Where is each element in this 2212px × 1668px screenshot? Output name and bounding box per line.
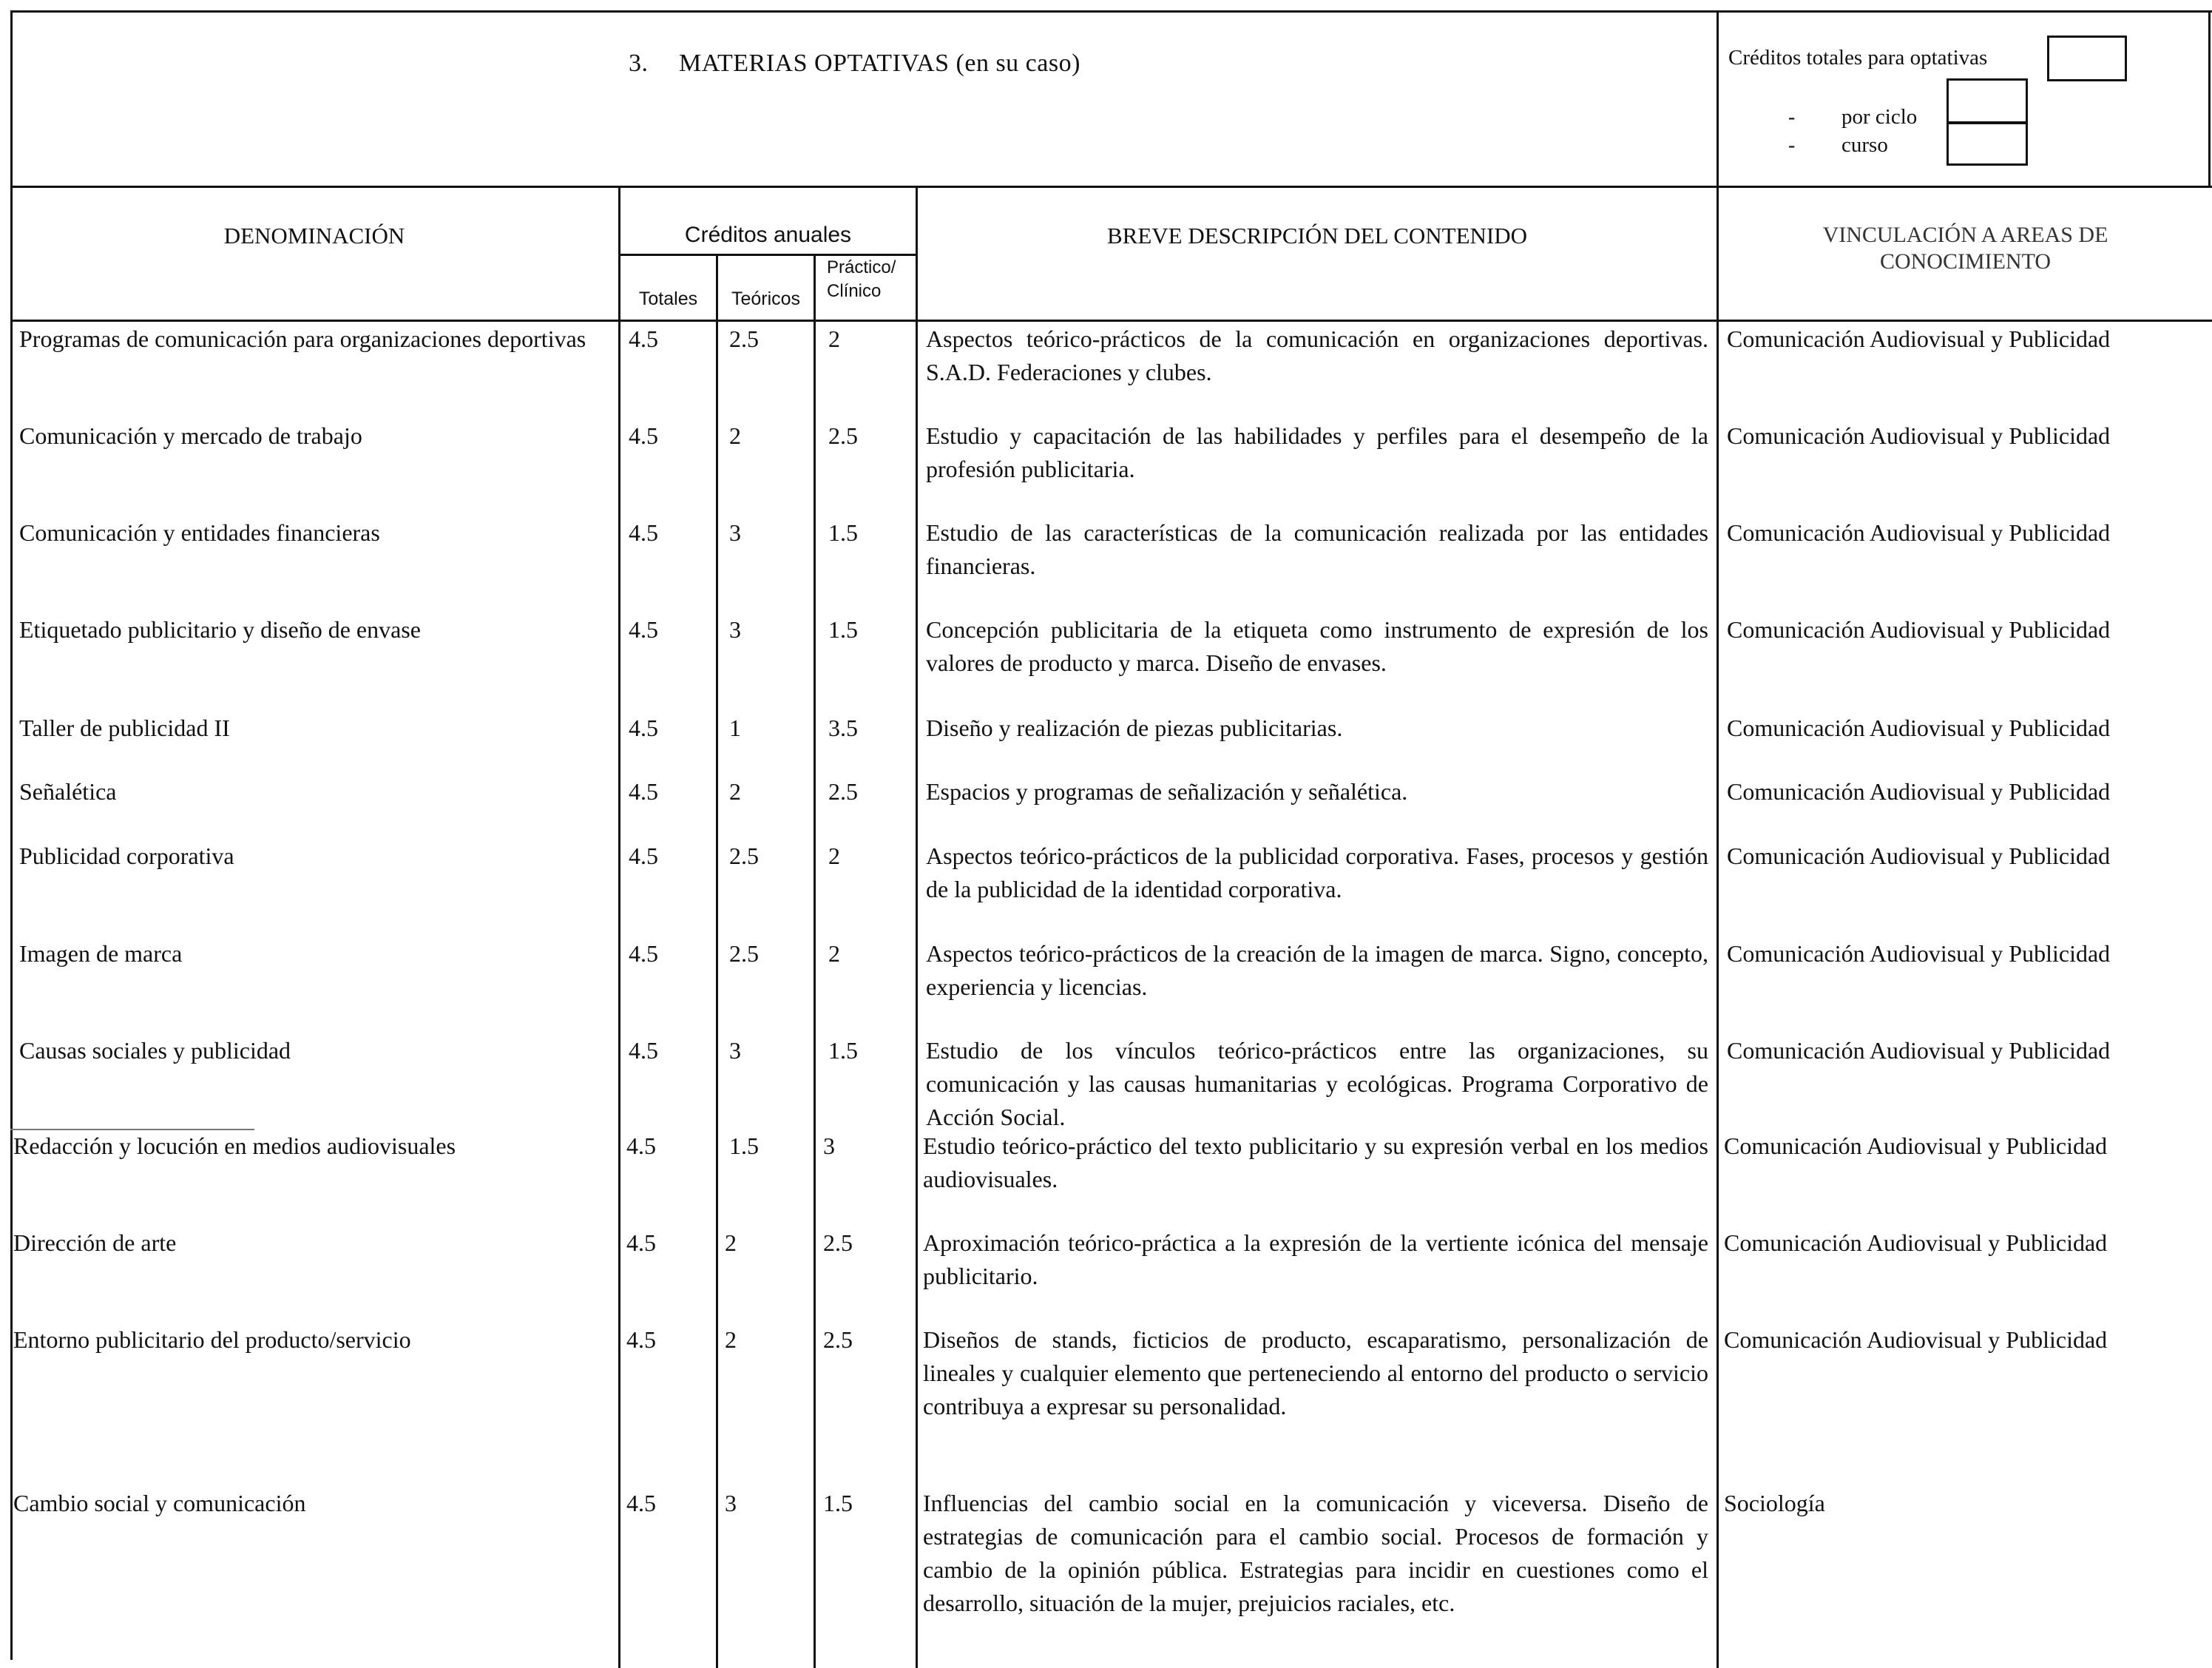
row-5-teoricos: 1 [729, 715, 741, 741]
row-10-practico: 3 [823, 1132, 835, 1159]
section-number: 3. [629, 50, 649, 77]
row-4-descripcion: Concepción publicitaria de la etiqueta como instrumento de expresión de los valores de producto y marca. Diseño de envases. [926, 616, 1708, 676]
row-3-totales: 4.5 [629, 519, 658, 546]
row-3-teoricos: 3 [729, 519, 741, 546]
col-header-descripcion: BREVE DESCRIPCIÓN DEL CONTENIDO [1106, 223, 1528, 249]
row-3-practico: 1.5 [828, 519, 858, 546]
row-3-name: Comunicación y entidades financieras [19, 519, 380, 546]
row-4-practico: 1.5 [828, 616, 858, 643]
row-8-totales: 4.5 [629, 940, 658, 967]
row-1-name: Programas de comunicación para organizaciones deportivas [19, 325, 586, 352]
row-1-descripcion: Aspectos teórico-prácticos de la comunicación en organizaciones deportivas. S.A.D. Federaciones y clubes. [926, 325, 1708, 385]
row-6-name: Señalética [19, 778, 117, 805]
per-cycle-label: por ciclo [1841, 105, 1918, 129]
dash-2: - [1788, 134, 1796, 157]
row-11-area: Comunicación Audiovisual y Publicidad [1724, 1229, 2108, 1256]
row-11-descripcion: Aproximación teórico-práctica a la expresión de la vertiente icónica del mensaje publicitario. [923, 1229, 1708, 1289]
row-5-name: Taller de publicidad II [19, 715, 230, 741]
row-12-practico: 2.5 [823, 1326, 853, 1353]
right-border-header [2208, 10, 2211, 188]
course-label: curso [1841, 133, 1888, 157]
row-2-practico: 2.5 [828, 422, 858, 449]
row-2-descripcion: Estudio y capacitación de las habilidades y perfiles para el desempeño de la profesión publicitaria. [926, 422, 1708, 482]
row-1-practico: 2 [828, 325, 840, 352]
row-7-practico: 2 [828, 843, 840, 869]
row-4-teoricos: 3 [729, 616, 741, 643]
row-6-descripcion: Espacios y programas de señalización y señalética. [926, 778, 1408, 805]
row-13-name: Cambio social y comunicación [13, 1490, 306, 1516]
row-3-descripcion: Estudio de las características de la comunicación realizada por las entidades financieras. [926, 519, 1708, 579]
row-11-totales: 4.5 [626, 1229, 656, 1256]
left-border [10, 10, 13, 1660]
row-1-totales: 4.5 [629, 325, 658, 352]
row-8-name: Imagen de marca [19, 940, 183, 967]
row-2-name: Comunicación y mercado de trabajo [19, 422, 362, 449]
col-line-2 [716, 254, 718, 1668]
row-6-totales: 4.5 [629, 778, 658, 805]
row-10-descripcion: Estudio teórico-práctico del texto publicitario y su expresión verbal en los medios audiovisuales. [923, 1132, 1708, 1192]
row-8-area: Comunicación Audiovisual y Publicidad [1727, 940, 2111, 967]
row-11-practico: 2.5 [823, 1229, 853, 1256]
row-4-area: Comunicación Audiovisual y Publicidad [1727, 616, 2111, 643]
col-header-vinculacion-2: CONOCIMIENTO [1879, 249, 2052, 274]
row-11-name: Dirección de arte [13, 1229, 177, 1256]
column-header-bottom-line [10, 320, 2212, 322]
row-8-practico: 2 [828, 940, 840, 967]
credits-total-label: Créditos totales para optativas [1728, 46, 1988, 70]
row-10-name: Redacción y locución en medios audiovisuales [13, 1132, 456, 1159]
row-11-teoricos: 2 [725, 1229, 737, 1256]
dash-1: - [1788, 106, 1796, 129]
row-4-name: Etiquetado publicitario y diseño de envase [19, 616, 421, 643]
per-cycle-box[interactable] [1947, 78, 2028, 124]
col-line-4 [916, 186, 918, 1668]
row-13-totales: 4.5 [626, 1490, 656, 1516]
row-6-practico: 2.5 [828, 778, 858, 805]
row-6-area: Comunicación Audiovisual y Publicidad [1727, 778, 2111, 805]
top-border [10, 10, 2212, 13]
row-7-descripcion: Aspectos teórico-prácticos de la publicidad corporativa. Fases, procesos y gestión de la publicidad de la identidad corporativa. [926, 843, 1708, 902]
row-12-teoricos: 2 [725, 1326, 737, 1353]
row-12-descripcion: Diseños de stands, ficticios de producto, escaparatismo, personalización de lineales y cualquier elemento que perteneciendo al entorno del producto o servicio contribuya a expresar su personalidad. [923, 1326, 1708, 1419]
row-5-totales: 4.5 [629, 715, 658, 741]
row-9-area: Comunicación Audiovisual y Publicidad [1727, 1037, 2111, 1064]
row-7-name: Publicidad corporativa [19, 843, 234, 869]
row-1-area: Comunicación Audiovisual y Publicidad [1727, 325, 2111, 352]
row-9-teoricos: 3 [729, 1037, 741, 1064]
col-line-3 [814, 254, 816, 1668]
course-box[interactable] [1947, 121, 2028, 166]
row-5-descripcion: Diseño y realización de piezas publicitarias. [926, 715, 1343, 741]
row-2-teoricos: 2 [729, 422, 741, 449]
col-header-vinculacion-1: VINCULACIÓN A AREAS DE [1822, 223, 2108, 247]
row-9-totales: 4.5 [629, 1037, 658, 1064]
row-13-area: Sociología [1724, 1490, 1825, 1516]
row-9-name: Causas sociales y publicidad [19, 1037, 291, 1064]
row-1-teoricos: 2.5 [729, 325, 759, 352]
row-4-totales: 4.5 [629, 616, 658, 643]
row-12-totales: 4.5 [626, 1326, 656, 1353]
row-7-totales: 4.5 [629, 843, 658, 869]
row-13-descripcion: Influencias del cambio social en la comunicación y viceversa. Diseño de estrategias de comunicación para el cambio social. Procesos de formación y cambio de la opinión pública. Estrategias para incidir en cuestiones como el desarrollo, situación de la mujer, prejuicios raciales, etc. [923, 1490, 1708, 1616]
row-10-teoricos: 1.5 [729, 1132, 759, 1159]
col-header-totales: Totales [638, 288, 698, 309]
row-10-area: Comunicación Audiovisual y Publicidad [1724, 1132, 2108, 1159]
row-13-practico: 1.5 [823, 1490, 853, 1516]
col-header-denominacion: DENOMINACIÓN [223, 223, 405, 249]
col-line-1 [618, 186, 620, 1668]
credits-total-box[interactable] [2047, 36, 2127, 81]
row-8-teoricos: 2.5 [729, 940, 759, 967]
row-10-totales: 4.5 [626, 1132, 656, 1159]
row-5-area: Comunicación Audiovisual y Publicidad [1727, 715, 2111, 741]
row-13-teoricos: 3 [725, 1490, 737, 1516]
row-5-practico: 3.5 [828, 715, 858, 741]
row-3-area: Comunicación Audiovisual y Publicidad [1727, 519, 2111, 546]
col-header-teoricos: Teóricos [731, 288, 801, 309]
row-12-name: Entorno publicitario del producto/servicio [13, 1326, 411, 1353]
col-header-practico-2: Clínico [827, 281, 882, 301]
row-6-teoricos: 2 [729, 778, 741, 805]
header-bottom-line [10, 186, 2212, 188]
col-header-creditos-anuales: Créditos anuales [684, 223, 852, 247]
section-title: MATERIAS OPTATIVAS (en su caso) [679, 50, 1080, 77]
row-2-totales: 4.5 [629, 422, 658, 449]
col-header-practico-1: Práctico/ [827, 257, 896, 277]
row-9-practico: 1.5 [828, 1037, 858, 1064]
row-7-teoricos: 2.5 [729, 843, 759, 869]
row-8-descripcion: Aspectos teórico-prácticos de la creación de la imagen de marca. Signo, concepto, experiencia y licencias. [926, 940, 1708, 1000]
row-2-area: Comunicación Audiovisual y Publicidad [1727, 422, 2111, 449]
row-9-descripcion: Estudio de los vínculos teórico-prácticos entre las organizaciones, su comunicación y las causas humanitarias y ecológicas. Programa Corporativo de Acción Social. [926, 1037, 1708, 1130]
row-7-area: Comunicación Audiovisual y Publicidad [1727, 843, 2111, 869]
row-12-area: Comunicación Audiovisual y Publicidad [1724, 1326, 2108, 1353]
